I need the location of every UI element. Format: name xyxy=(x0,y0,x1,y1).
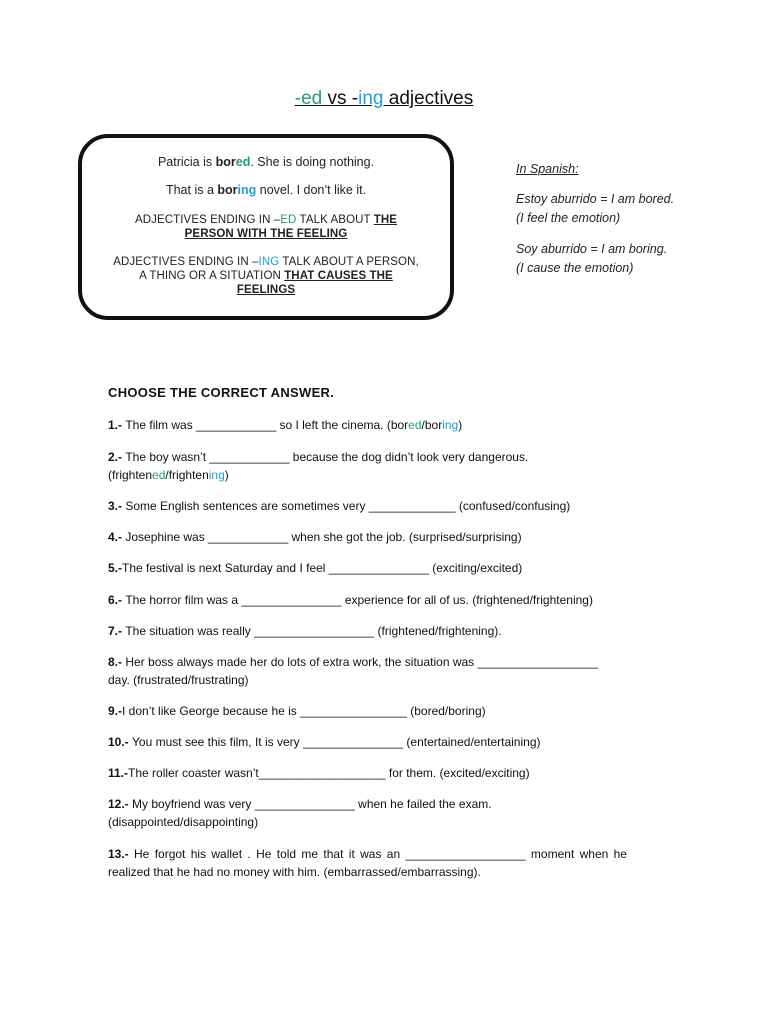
question-number: 5.- xyxy=(108,561,123,575)
question-text: The film was ____________ so I left the cinema. ( xyxy=(125,418,391,432)
question-5 xyxy=(108,559,522,577)
option-slash: / xyxy=(421,418,425,432)
question-number: 4.- xyxy=(108,530,126,544)
question-number: 12.- xyxy=(108,797,133,811)
question-3 xyxy=(108,497,570,515)
question-2 xyxy=(108,448,528,466)
question-1 xyxy=(108,416,462,434)
question-4 xyxy=(108,528,522,546)
option-end: ) xyxy=(458,418,463,432)
rule-ing-pre: ADJECTIVES ENDING IN – xyxy=(113,256,259,268)
example-boring-stem: bor xyxy=(217,183,238,197)
example-bored-pre: Patricia is xyxy=(157,155,216,169)
option-stem-2: bor xyxy=(424,418,443,432)
spanish-line-1: Estoy aburrido = I am bored. xyxy=(516,192,675,206)
example-bored xyxy=(82,155,450,169)
rule-ing-suffix: ING xyxy=(258,256,280,268)
option-suffix-ing: ing xyxy=(208,468,225,482)
question-2-options xyxy=(108,466,229,484)
question-text: The roller coaster wasn’t___________________ for them. (excited/exciting) xyxy=(128,766,530,780)
question-12-continued: (disappointed/disappointing) xyxy=(108,815,259,829)
question-13-continued: realized that he had no money with him. (embarrassed/embarrassing). xyxy=(108,865,481,879)
rule-ing-mid: TALK ABOUT A PERSON, xyxy=(279,256,419,268)
question-number: 10.- xyxy=(108,735,133,749)
question-number: 9.- xyxy=(108,704,123,718)
explanation-box xyxy=(78,134,454,320)
example-boring-post: novel. I don’t like it. xyxy=(256,183,367,197)
title-vs: vs - xyxy=(322,88,359,109)
question-number: 2.- xyxy=(108,450,126,464)
question-text: Her boss always made her do lots of extra work, the situation was __________________ xyxy=(125,655,598,669)
question-number: 11.- xyxy=(108,766,129,780)
title-rest: adjectives xyxy=(383,88,474,109)
question-text: The horror film was a _______________ experience for all of us. (frightened/frightening) xyxy=(125,593,593,607)
question-8-continued: day. (frustrated/frustrating) xyxy=(108,673,249,687)
question-11 xyxy=(108,764,530,782)
spanish-line-2: (I feel the emotion) xyxy=(516,211,621,225)
spanish-line-3: Soy aburrido = I am boring. xyxy=(516,242,668,256)
option-suffix-ed: ed xyxy=(152,468,166,482)
question-text: Some English sentences are sometimes very _____________ (confused/confusing) xyxy=(125,499,571,513)
option-suffix-ing: ing xyxy=(442,418,459,432)
question-number: 1.- xyxy=(108,418,126,432)
question-number: 6.- xyxy=(108,593,126,607)
question-7 xyxy=(108,622,502,640)
rule-ing-line2: A THING OR A SITUATION xyxy=(139,270,285,282)
example-bored-stem: bor xyxy=(215,155,236,169)
option-mid: /frighten xyxy=(165,468,209,482)
question-text: My boyfriend was very _______________ when he failed the exam. xyxy=(132,797,492,811)
spanish-line-4: (I cause the emotion) xyxy=(516,261,634,275)
example-boring xyxy=(82,183,450,197)
question-13 xyxy=(108,845,627,863)
rule-ed-underline-2: PERSON WITH THE FEELING xyxy=(184,228,348,240)
question-text: The festival is next Saturday and I feel _______________ (exciting/excited) xyxy=(122,561,523,575)
option-end: ) xyxy=(224,468,229,482)
rule-ing-underline-2: FEELINGS xyxy=(236,284,296,296)
option-suffix-ed: ed xyxy=(408,418,422,432)
question-text: Josephine was ____________ when she got the job. (surprised/surprising) xyxy=(125,530,522,544)
question-number: 3.- xyxy=(108,499,126,513)
option-stem: bor xyxy=(390,418,409,432)
rule-ed-mid: TALK ABOUT xyxy=(296,214,374,226)
rule-ed xyxy=(82,213,450,241)
example-boring-pre: That is a xyxy=(165,183,218,197)
title-ing: ing xyxy=(358,88,384,109)
question-text: The situation was really __________________ (frightened/frightening). xyxy=(125,624,502,638)
rule-ing-underline-1: THAT CAUSES THE xyxy=(284,270,393,282)
example-bored-suffix: ed xyxy=(235,155,251,169)
title-ed: -ed xyxy=(294,88,323,109)
rule-ing xyxy=(82,255,450,297)
question-10 xyxy=(108,733,541,751)
option-open: (frighten xyxy=(108,468,153,482)
spanish-heading: In Spanish: xyxy=(516,162,579,176)
question-9 xyxy=(108,702,486,720)
question-8 xyxy=(108,653,598,671)
rule-ed-underline-1: THE xyxy=(373,214,398,226)
exercise-heading: CHOOSE THE CORRECT ANSWER. xyxy=(108,385,335,400)
question-text: The boy wasn’t ____________ because the dog didn’t look very dangerous. xyxy=(125,450,529,464)
question-number: 7.- xyxy=(108,624,126,638)
question-number: 8.- xyxy=(108,655,126,669)
question-text: He forgot his wallet . He told me that it was an __________________ moment when he xyxy=(134,847,627,861)
rule-ed-suffix: ED xyxy=(280,214,297,226)
page-title xyxy=(0,88,768,110)
question-12 xyxy=(108,795,492,813)
question-6 xyxy=(108,591,593,609)
question-text: I don’t like George because he is ________________ (bored/boring) xyxy=(122,704,486,718)
question-text: You must see this film, It is very _______________ (entertained/entertaining) xyxy=(132,735,541,749)
question-number: 13.- xyxy=(108,847,135,861)
rule-ed-pre: ADJECTIVES ENDING IN – xyxy=(134,214,281,226)
example-boring-suffix: ing xyxy=(237,183,257,197)
example-bored-post: . She is doing nothing. xyxy=(250,155,375,169)
